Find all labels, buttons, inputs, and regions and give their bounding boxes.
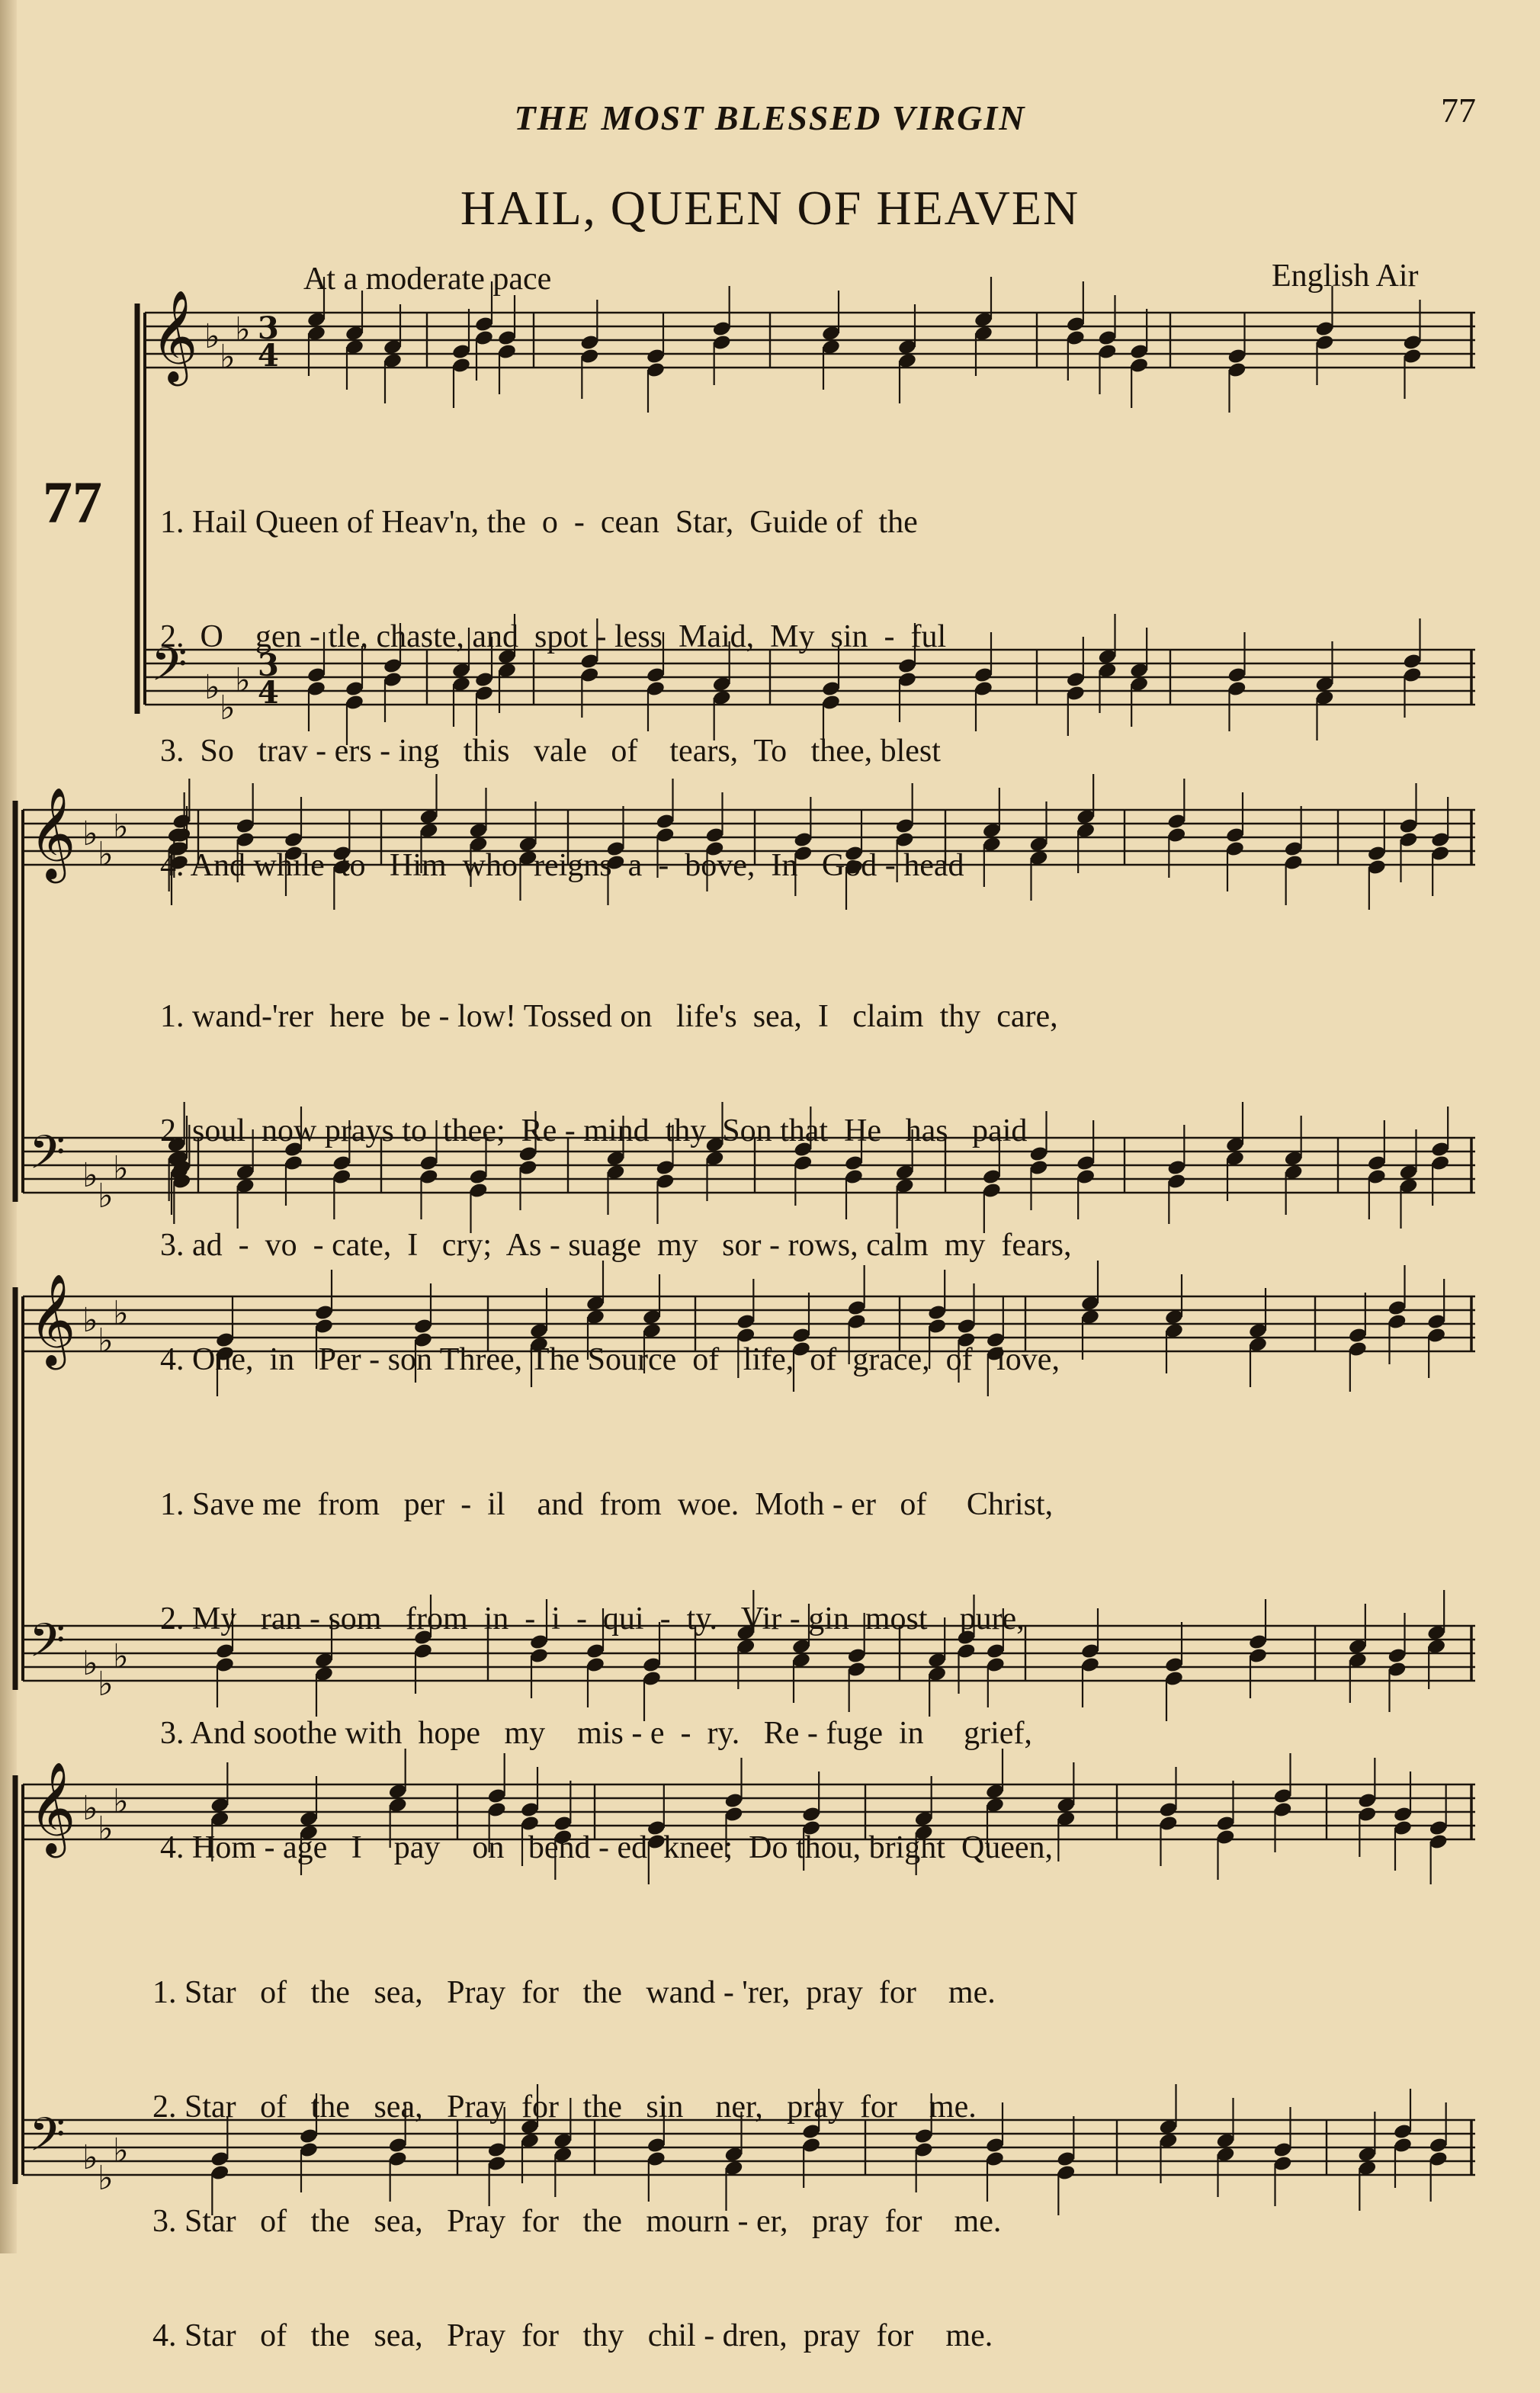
hymn-number: 77 (43, 469, 102, 535)
flat-icon: ♭ (98, 1322, 114, 1360)
time-signature-bottom: 4 (258, 338, 279, 374)
bass-clef-icon: 𝄢 (29, 1614, 66, 1679)
lyric-verse-3: 3. ad - vo - cate, I cry; As - suage my sor - rows, calm my fears, (160, 1228, 1072, 1263)
flat-icon: ♭ (113, 1637, 129, 1676)
tune-source: English Air (1272, 259, 1419, 294)
flat-icon: ♭ (113, 1782, 129, 1821)
flat-icon: ♭ (98, 1665, 114, 1704)
time-signature-top: 3 (258, 647, 279, 683)
lyric-verse-1: 1. Star of the sea, Pray for the wand - 'rer, pray for me. (152, 1975, 996, 2010)
flat-icon: ♭ (204, 668, 220, 707)
flat-icon: ♭ (98, 835, 114, 874)
flat-icon: ♭ (82, 814, 98, 853)
treble-clef-icon: 𝄞 (29, 1761, 76, 1854)
flat-icon: ♭ (220, 338, 236, 377)
lyric-verse-1: 1. Save me from per - il and from woe. Moth - er of Christ, (160, 1487, 1054, 1522)
lyric-verse-3: 3. Star of the sea, Pray for the mourn - er, pray for me. (152, 2204, 1002, 2239)
flat-icon: ♭ (235, 310, 251, 349)
page-number: 77 (1441, 91, 1476, 130)
hymn-title: HAIL, QUEEN OF HEAVEN (460, 181, 1080, 235)
flat-icon: ♭ (82, 1644, 98, 1683)
flat-icon: ♭ (82, 1156, 98, 1195)
flat-icon: ♭ (113, 808, 129, 846)
lyric-verse-4: 4. Star of the sea, Pray for thy chil - dren, pray for me. (152, 2318, 993, 2353)
flat-icon: ♭ (82, 1789, 98, 1828)
flat-icon: ♭ (220, 689, 236, 728)
bass-clef-icon: 𝄢 (151, 638, 188, 703)
bass-clef-icon: 𝄢 (29, 2108, 66, 2173)
lyrics-system-4 (152, 1897, 1001, 2393)
time-signature-bottom: 4 (258, 675, 279, 711)
lyric-verse-3: 3. And soothe with hope my mis - e - ry. Re - fuge in grief, (160, 1716, 1032, 1751)
lyric-verse-2: 2. soul now prays to thee; Re - mind thy Son that He has paid (160, 1113, 1028, 1148)
treble-clef-icon: 𝄞 (29, 1273, 76, 1366)
tempo-marking: At a moderate pace (303, 262, 552, 297)
flat-icon: ♭ (235, 661, 251, 700)
flat-icon: ♭ (204, 317, 220, 356)
lyric-verse-1: 1. wand-'rer here be - low! Tossed on life's sea, I claim thy care, (160, 999, 1058, 1034)
running-head: THE MOST BLESSED VIRGIN (514, 98, 1026, 137)
bass-clef-icon: 𝄢 (29, 1126, 66, 1191)
lyrics-system-3 (160, 1409, 1053, 1905)
flat-icon: ♭ (113, 2131, 129, 2170)
lyric-verse-1: 1. Hail Queen of Heav'n, the o - cean Star, Guide of the (160, 505, 918, 540)
flat-icon: ♭ (98, 1810, 114, 1849)
lyric-verse-2: 2. O gen - tle, chaste, and spot - less Maid, My sin - ful (160, 619, 947, 654)
lyric-verse-3: 3. So trav - ers - ing this vale of tears, To thee, blest (160, 734, 941, 769)
lyric-verse-4: 4. And while to Him who reigns a - bove, In God - head (160, 848, 964, 883)
flat-icon: ♭ (98, 1177, 114, 1216)
treble-clef-icon: 𝄞 (151, 289, 198, 382)
treble-clef-icon: 𝄞 (29, 786, 76, 879)
lyric-verse-4: 4. Hom - age I pay on bend - ed knee; Do thou, bright Queen, (160, 1830, 1054, 1865)
lyric-verse-2: 2. Star of the sea, Pray for the sin ner, pray for me. (152, 2089, 977, 2125)
flat-icon: ♭ (82, 2138, 98, 2177)
flat-icon: ♭ (98, 2159, 114, 2198)
lyrics-system-2 (160, 921, 1072, 1417)
flat-icon: ♭ (82, 1301, 98, 1340)
flat-icon: ♭ (113, 1294, 129, 1333)
flat-icon: ♭ (113, 1149, 129, 1188)
lyric-verse-2: 2. My ran - som from in - i - qui - ty. Vir - gin most pure, (160, 1601, 1025, 1637)
lyrics-system-1 (160, 427, 964, 923)
time-signature-top: 3 (258, 310, 279, 346)
lyric-verse-4: 4. One, in Per - son Three, The Source of life, of grace, of love, (160, 1342, 1060, 1377)
